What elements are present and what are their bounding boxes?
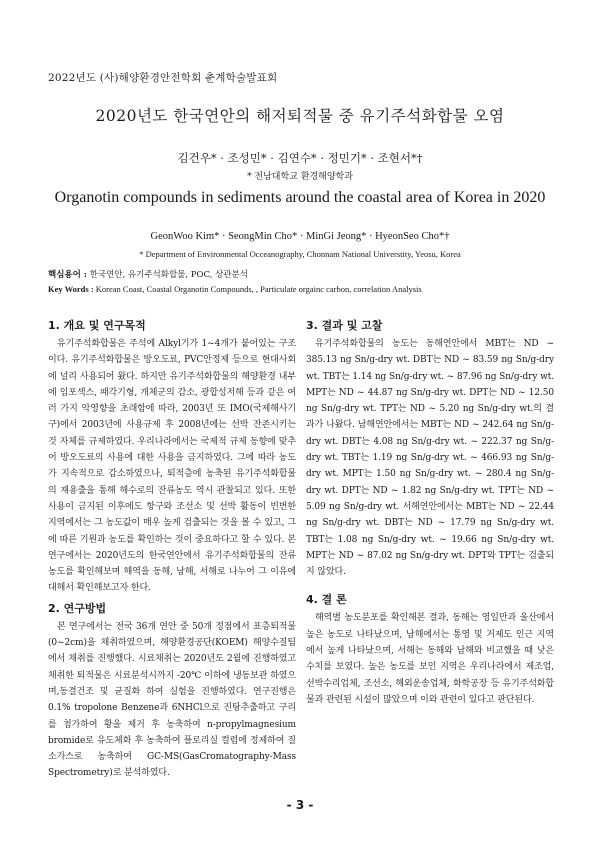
keywords-english-text: Korean Coast, Coastal Organotin Compounds, , Particulate orgainc carbon, correlation Analysis	[93, 284, 422, 294]
section-heading-methods: 2. 연구방법	[48, 601, 107, 615]
keywords-english	[48, 284, 568, 294]
section-body-methods: 본 연구에서는 전국 36개 연안 중 50개 정점에서 표층퇴적물(0~2cm)을 채취하였으며, 해양환경공단(KOEM) 해양수질팀에서 채취를 진행했다. 시료채취는 2020년도 2월에 진행하였고 채취한 퇴적물은 시료분석시까지 -20℃ 이하에 냉동보관 하였으며,동결건조 및 균질화 하여 실험을 진행하였다. 연구진행은 0.1% tropolone Benzene과 6NHCl으로 진탕추출하고 구리를 첨가하여 황을 제거 후 농축하여 n-propylmagnesium bromide로 유도체화 후 농축하여 플로리실 컬럼에 정제하여 질소가스로 농축하여 GC-MS(GasCromatography-Mass Spectrometry)로 분석하였다.	[48, 621, 296, 779]
section-heading-conclusion: 4. 결 론	[306, 593, 347, 607]
affiliation-korean: * 전남대학교 환경해양학과	[247, 172, 353, 182]
section-heading-intro: 1. 개요 및 연구목적	[48, 319, 146, 332]
keywords-korean-label: 핵심용어 :	[48, 270, 87, 280]
section-heading-results: 3. 결과 및 고찰	[306, 319, 383, 332]
section-body-intro: 유기주석화합물은 주석에 Alkyl기가 1~4개가 붙어있는 구조이다. 유기주석화합물은 방오도료, PVC안정제 등으로 현대사회에 널리 사용되어 왔다. 하지만 유기주석화합물의 해양환경 내부에 임포섹스, 패각기형, 개체군의 감소, 광합성저해 등과 같은 여러 가지 악영향을 초래함에 따라, 2003년 또 IMO(국제해사기구)에서 2003년에 사용규제 후 2008년에는 선박 잔존시키는 것 자체를 규제하였다. 우리나라에서는 국제적 규제 동향에 맞추어 방오도료의 사용에 대한 사용을 금지하였다. 그에 따라 농도가 지속적으로 감소하였으나, 퇴적층에 농축된 유기주석화합물의 재용출을 통해 해수로의 잔류농도 역시 관찰되고 있다. 또한 사용이 금지된 이후에도 항구와 조선소 및 선박 활동이 빈번한 지역에서는 그 농도값이 매우 높게 검출되는 것을 볼 수 있고, 그에 따른 기원과 농도를 확인하는 것이 중요하다고 할 수 있다. 본 연구에서는 2020년도의 한국연안에서 유기주석화합물의 잔류농도를 확인해보며 해역을 동해, 남해, 서해로 나누어 그 이유에 대해서 확인해보고자 한다.	[48, 339, 296, 594]
title-korean: 2020년도 한국연안의 해저퇴적물 중 유기주석화합물 오염	[95, 107, 505, 125]
keywords-korean	[48, 268, 568, 280]
affiliation-english: * Department of Environmental Occeanography, Chonnam National Universtity, Yeosu, Korea	[139, 249, 461, 259]
keywords-korean-text: 한국연안, 유기주석화합물, POC, 상관분석	[86, 270, 248, 280]
authors-korean: 김건우* · 조성민* · 김연수* · 정민기* · 조현서*†	[177, 151, 423, 165]
title-english: Organotin compounds in sediments around the coastal area of Korea in 2020	[54, 189, 546, 206]
right-column	[306, 318, 554, 708]
left-column	[48, 318, 296, 782]
conference-header: 2022년도 (사)해양환경안전학회 춘계학술발표회	[48, 72, 278, 84]
page-number: - 3 -	[286, 798, 314, 812]
section-body-conclusion: 해역별 농도분포를 확인해본 결과, 동해는 영일만과 울산에서 높은 농도로 나타났으며, 남해에서는 통영 및 거제도 인근 지역에서 높게 나타났으며, 서해는 동해와 남해와 비교했을 때 낮은 수치를 보였다. 높은 농도를 보인 지역은 우리나라에서 제조업, 선박수리업체, 조선소, 해외운송업체, 화학공장 등 유기주석화합물과 관련된 시설이 많았으며 이와 관련이 있다고 판단된다.	[306, 613, 554, 705]
authors-english: GeonWoo Kim* · SeongMin Cho* · MinGi Jeong* · HyeonSeo Cho*†	[150, 231, 450, 242]
section-body-results: 유기주석화합물의 농도는 동해연안에서 MBT는 ND ~ 385.13 ng Sn/g-dry wt. DBT는 ND ~ 83.59 ng Sn/g-dry wt. TBT는 1.14 ng Sn/g-dry wt. ~ 87.96 ng Sn/g-dry wt. MPT는 ND ~ 44.87 ng Sn/g-dry wt. DPT는 ND ~ 12.50 ng Sn/g-dry wt. TPT는 ND ~ 5.20 ng Sn/g-dry wt.의 결과가 나왔다. 남해연안에서는 MBT는 ND ~ 242.64 ng Sn/g-dry wt. DBT는 4.08 ng Sn/g-dry wt. ~ 222.37 ng Sn/g-dry wt. TBT는 1.19 ng Sn/g-dry wt. ~ 466.93 ng Sn/g-dry wt. MPT는 1.50 ng Sn/g-dry wt. ~ 280.4 ng Sn/g-dry wt. DPT는 ND ~ 1.82 ng Sn/g-dry wt. TPT는 ND ~ 5.09 ng Sn/g-dry wt. 서해연안에서는 MBT는 ND ~ 22.44 ng Sn/g-dry wt. DBT는 ND ~ 17.79 ng Sn/g-dry wt. TBT는 1.08 ng Sn/g-dry wt. ~ 19.66 ng Sn/g-dry wt. MPT는 ND ~ 87.02 ng Sn/g-dry wt. DPT와 TPT는 검출되지 않았다.	[306, 339, 554, 578]
keywords-english-label: Key Words :	[48, 284, 94, 294]
